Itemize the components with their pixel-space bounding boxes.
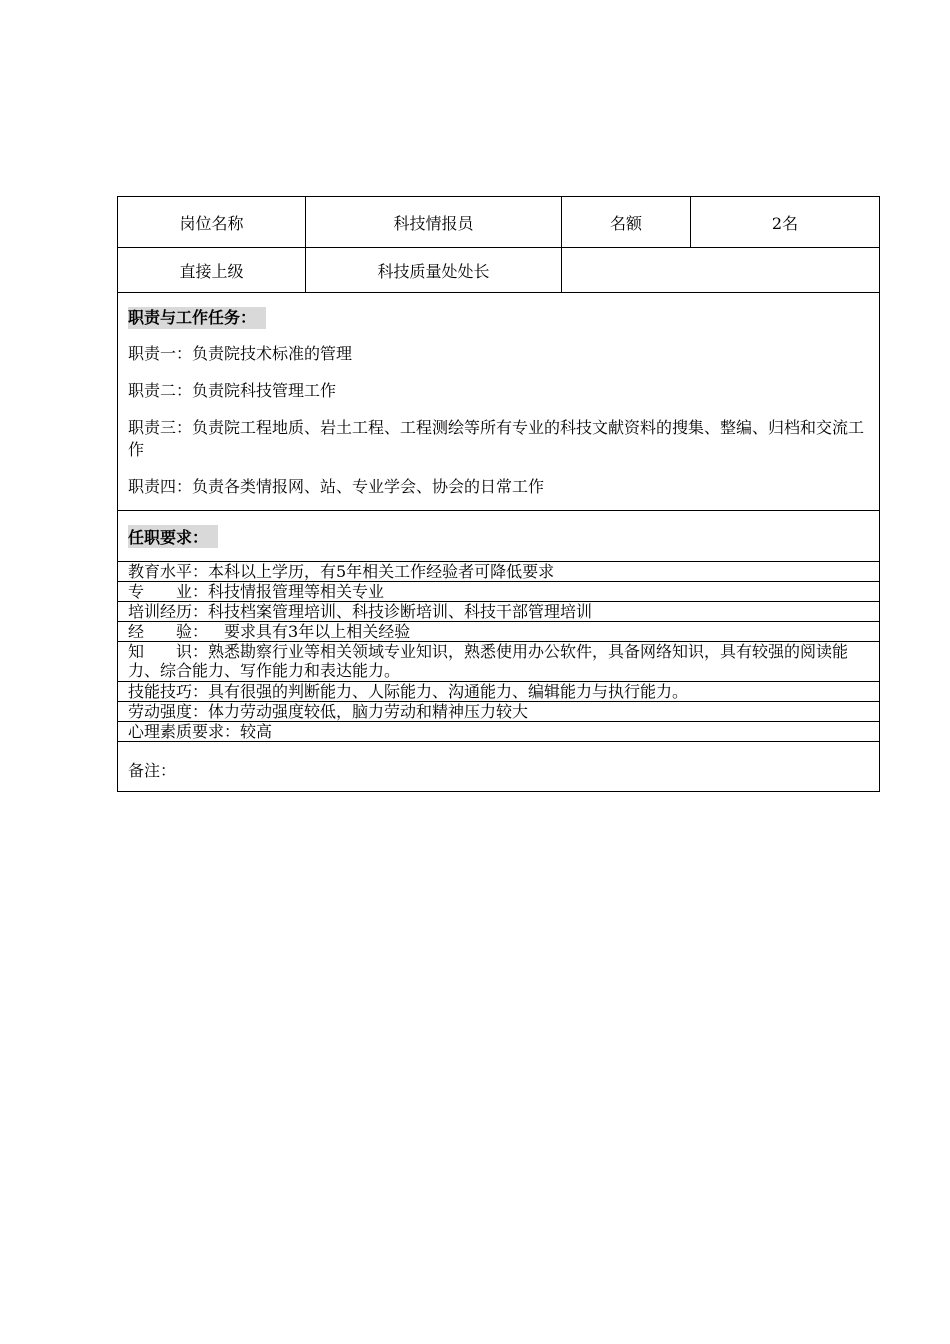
- notes-cell: 备注：: [128, 761, 177, 780]
- knowledge-label-b: 识：熟悉勘察行业等相关领域专业知识，熟悉使用办公软件，具备网络知识，具有较强的阅读能力、综合能力、写作能力和表达能力。: [128, 642, 849, 680]
- skills-line: 技能技巧：具有很强的判断能力、人际能力、沟通能力、编辑能力与执行能力。: [118, 682, 879, 702]
- header-row-2: [118, 248, 879, 293]
- position-value: 科技情报员: [306, 197, 562, 247]
- job-description-table: [117, 196, 880, 792]
- experience-label-b: 验：: [176, 622, 209, 641]
- experience-value: 要求具有3年以上相关经验: [224, 622, 411, 641]
- supervisor-value: 科技质量处处长: [306, 248, 562, 292]
- duty-item-4: 职责四：负责各类情报网、站、专业学会、协会的日常工作: [128, 477, 545, 496]
- psych-line: 心理素质要求：较高: [118, 722, 879, 742]
- position-label: 岗位名称: [118, 197, 306, 247]
- knowledge-label-a: 知: [128, 642, 145, 661]
- requirements-heading: 任职要求：: [128, 525, 218, 548]
- knowledge-line: [118, 642, 879, 682]
- major-label-b: 业：科技情报管理等相关专业: [176, 582, 385, 601]
- experience-line: [118, 622, 879, 642]
- training-line: 培训经历：科技档案管理培训、科技诊断培训、科技干部管理培训: [118, 602, 879, 622]
- header-row-1: [118, 197, 879, 248]
- labor-line: 劳动强度：体力劳动强度较低，脑力劳动和精神压力较大: [118, 702, 879, 722]
- major-line: [118, 582, 879, 602]
- supervisor-label: 直接上级: [118, 248, 306, 292]
- requirements-header-row: [118, 511, 879, 562]
- duty-item-3: 职责三：负责院工程地质、岩土工程、工程测绘等所有专业的科技文献资料的搜集、整编、归档和交流工作: [128, 418, 865, 459]
- empty-cell: [562, 248, 879, 292]
- duty-item-1: 职责一：负责院技术标准的管理: [128, 344, 353, 363]
- experience-label-a: 经: [128, 622, 145, 641]
- requirements-head-cell: [118, 511, 879, 561]
- quota-value: 2名: [771, 213, 799, 233]
- duties-heading: 职责与工作任务：: [128, 307, 266, 329]
- major-label-a: 专: [128, 582, 145, 601]
- duties-block: [118, 293, 879, 510]
- duty-item-2: 职责二：负责院科技管理工作: [128, 381, 337, 400]
- duties-section: [118, 293, 879, 511]
- quota-label: 名额: [562, 197, 691, 247]
- education-line: 教育水平：本科以上学历，有5年相关工作经验者可降低要求: [118, 562, 879, 582]
